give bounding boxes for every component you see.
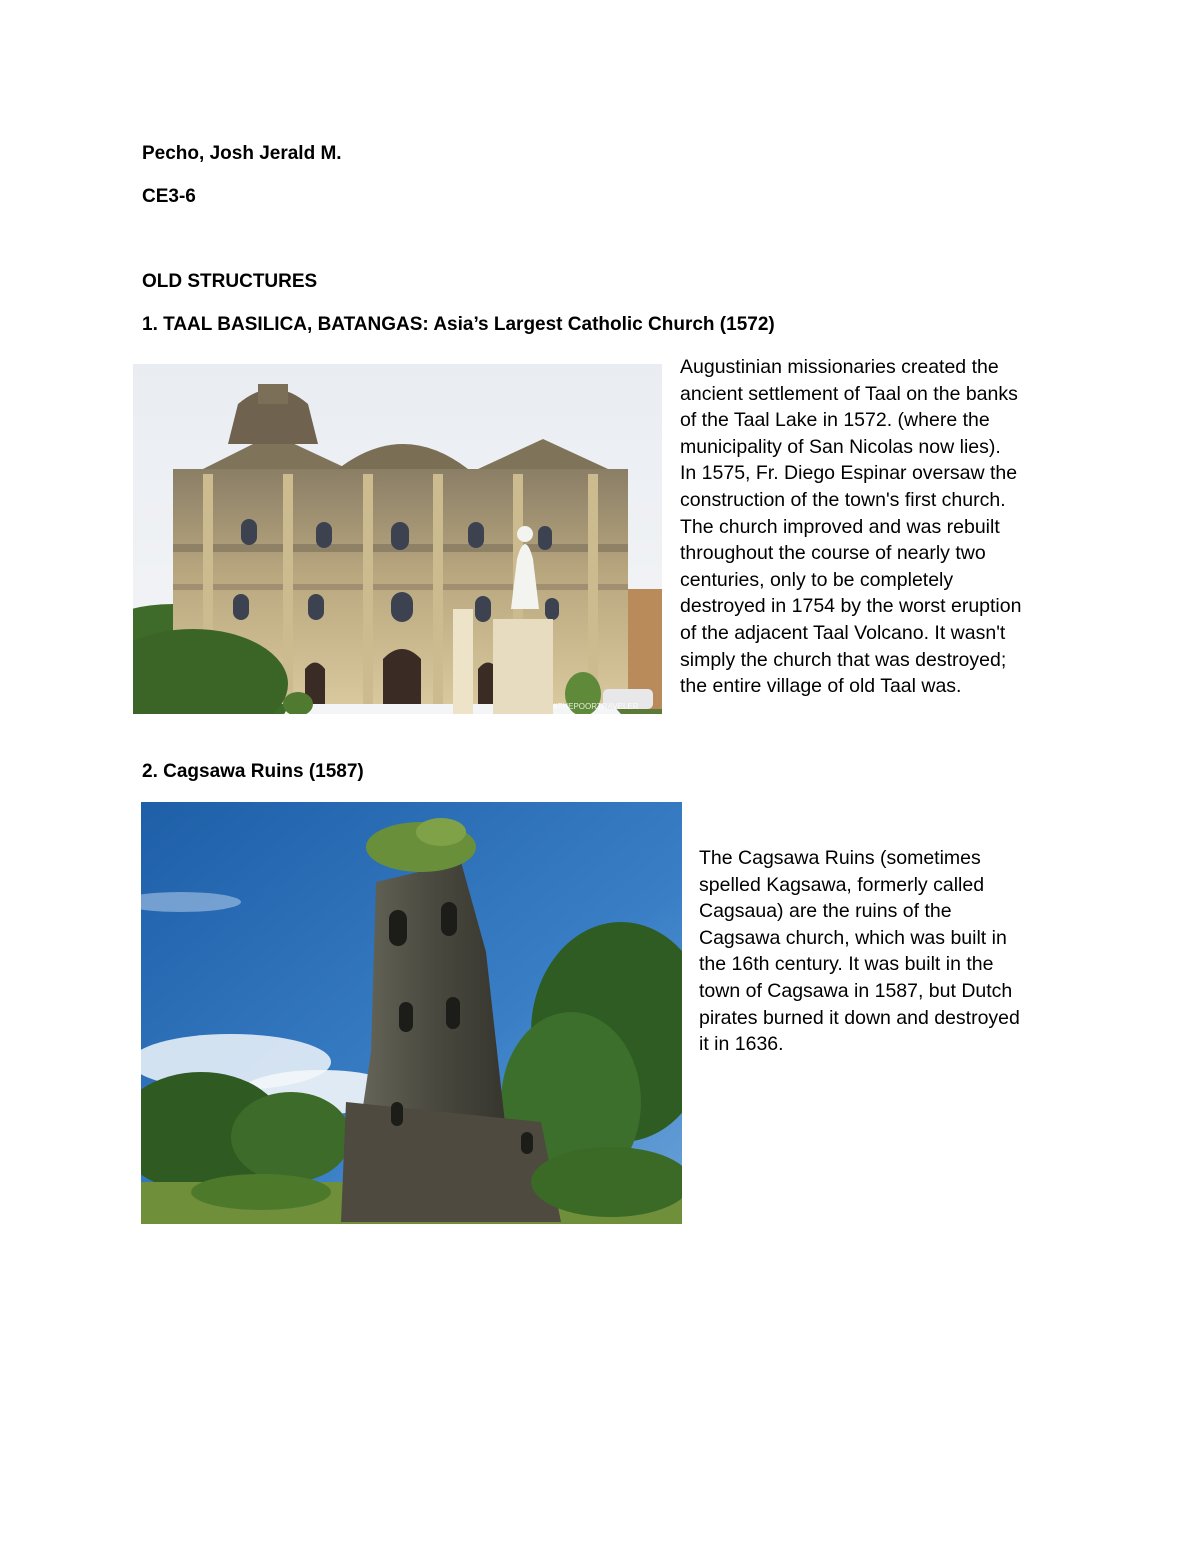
item-2-description: The Cagsawa Ruins (sometimes spelled Kagsawa, formerly called Cagsaua) are the ruins of the Cagsawa church, which was built in the 16th century. It was built in the town of Cagsawa in 1587, but Dutch pirates burned it down and destroyed it in 1636. [699, 847, 1020, 1056]
cagsawa-ruins-photo [141, 802, 682, 1224]
item-1-description: Augustinian missionaries created the ancient settlement of Taal on the banks of the Taal Lake in 1572. (where the municipality of San Nicolas now lies). In 1575, Fr. Diego Espinar oversaw the construction of the town's first church. The church improved and was rebuilt throughout the course of nearly two centuries, only to be completely destroyed in 1754 by the worst eruption of the adjacent Taal Volcano. It wasn't simply the church that was destroyed; the entire village of old Taal was. [680, 356, 1022, 698]
section-code: CE3-6 [142, 186, 196, 207]
item-1-title: 1. TAAL BASILICA, BATANGAS: Asia’s Largest Catholic Church (1572) [142, 314, 775, 335]
document-heading: OLD STRUCTURES [142, 271, 318, 292]
author-name: Pecho, Josh Jerald M. [142, 143, 342, 164]
taal-basilica-photo [133, 364, 662, 714]
photo-watermark: #THEPOORTRAVELER [553, 702, 639, 711]
item-2-title: 2. Cagsawa Ruins (1587) [142, 761, 364, 782]
